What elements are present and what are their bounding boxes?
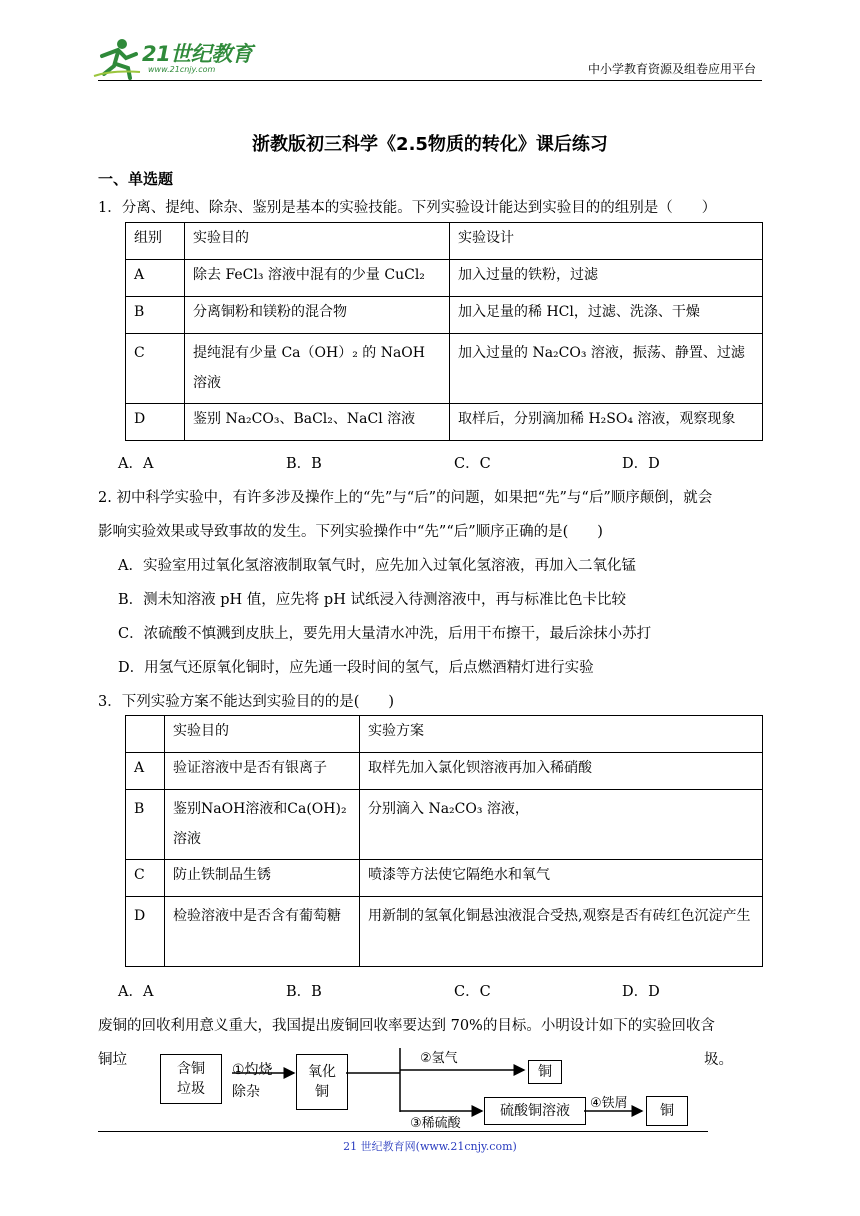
q2-option-c[interactable]: C．浓硫酸不慎溅到皮肤上，要先用大量清水冲洗，后用干布擦干，最后涂抹小苏打 [118, 626, 652, 642]
flow-step4-label: ④铁屑 [590, 1096, 628, 1111]
flow-box-mid [296, 1054, 348, 1110]
flow-box-end-bottom: 铜 [646, 1096, 688, 1126]
q1-table [125, 222, 763, 441]
flow-box-start-label: 含铜垃圾 [177, 1061, 205, 1097]
footer-divider [98, 1131, 708, 1132]
table-row [126, 223, 763, 260]
table-cell: 分别滴入 Na₂CO₃ 溶液， [360, 790, 763, 860]
table-row [126, 297, 763, 334]
header-platform-text: 中小学教育资源及组卷应用平台 [587, 62, 756, 76]
table-cell: C [126, 860, 165, 897]
table-cell: 鉴别NaOH溶液和Ca(OH)₂溶液 [165, 790, 360, 860]
table-row [126, 334, 763, 404]
q2-option-b[interactable]: B．测未知溶液 pH 值，应先将 pH 试纸浸入待测溶液中，再与标准比色卡比较 [118, 592, 626, 608]
table-row [126, 260, 763, 297]
table-cell: B [126, 297, 185, 334]
q1-option-d[interactable]: D．D [622, 456, 660, 472]
runner-logo-icon [92, 36, 144, 80]
table-cell: 检验溶液中是否含有葡萄糖 [165, 897, 360, 967]
flow-box-solution: 硫酸铜溶液 [484, 1097, 586, 1125]
table-cell: D [126, 404, 185, 441]
table-cell: 验证溶液中是否有银离子 [165, 753, 360, 790]
q2-option-a[interactable]: A．实验室用过氧化氢溶液制取氧气时，应先加入过氧化氢溶液，再加入二氧化锰 [118, 558, 636, 574]
header-divider [98, 80, 762, 81]
table-header-cell: 组别 [126, 223, 185, 260]
table-header-cell: 实验目的 [185, 223, 450, 260]
table-row [126, 860, 763, 897]
flow-step1-label: ①灼烧除杂 [232, 1062, 273, 1100]
table-cell: A [126, 260, 185, 297]
logo-url: www.21cnjy.com [148, 65, 216, 74]
table-cell: 加入过量的铁粉，过滤 [450, 260, 763, 297]
table-row [126, 897, 763, 967]
table-row [126, 790, 763, 860]
section-heading: 一、单选题 [98, 170, 174, 188]
table-row [126, 753, 763, 790]
q3-table [125, 715, 763, 967]
q2-option-d[interactable]: D．用氢气还原氧化铜时，应先通一段时间的氢气，后点燃酒精灯进行实验 [118, 660, 594, 676]
flow-box-mid-label: 氧化铜 [308, 1064, 336, 1100]
table-cell: D [126, 897, 165, 967]
flow-step2-label: ②氢气 [420, 1051, 458, 1066]
table-header-cell [126, 716, 165, 753]
table-cell: 用新制的氢氧化铜悬浊液混合受热,观察是否有砖红色沉淀产生 [360, 897, 763, 967]
table-cell: C [126, 334, 185, 404]
q3-stem: 3．下列实验方案不能达到实验目的的是( ) [98, 694, 395, 710]
flow-step3-label: ③稀硫酸 [410, 1116, 461, 1131]
page-title: 浙教版初三科学《2.5物质的转化》课后练习 [252, 134, 608, 155]
table-cell: A [126, 753, 165, 790]
table-cell: 提纯混有少量 Ca（OH）₂ 的 NaOH 溶液 [185, 334, 450, 404]
flow-box-end-top: 铜 [528, 1060, 562, 1084]
q3-option-d[interactable]: D．D [622, 984, 660, 1000]
q3-option-a[interactable]: A．A [118, 984, 154, 1000]
q3-option-c[interactable]: C．C [454, 984, 491, 1000]
table-cell: 取样后，分别滴加稀 H₂SO₄ 溶液，观察现象 [450, 404, 763, 441]
q4-stem-left: 铜垃 [98, 1052, 127, 1068]
q4-stem-right: 圾。 [704, 1052, 733, 1068]
table-header-cell: 实验方案 [360, 716, 763, 753]
table-cell: 取样先加入氯化钡溶液再加入稀硝酸 [360, 753, 763, 790]
q4-stem-line1: 废铜的回收利用意义重大，我国提出废铜回收率要达到 70%的目标。小明设计如下的实验回收含 [98, 1018, 715, 1034]
table-cell: 加入过量的 Na₂CO₃ 溶液，振荡、静置、过滤 [450, 334, 763, 404]
table-cell: 除去 FeCl₃ 溶液中混有的少量 CuCl₂ [185, 260, 450, 297]
flow-box-start [160, 1054, 222, 1104]
table-row [126, 716, 763, 753]
table-row [126, 404, 763, 441]
q1-option-a[interactable]: A．A [118, 456, 154, 472]
footer-link[interactable]: 21 世纪教育网(www.21cnjy.com) [343, 1140, 517, 1153]
table-header-cell: 实验设计 [450, 223, 763, 260]
table-cell: 加入足量的稀 HCl，过滤、洗涤、干燥 [450, 297, 763, 334]
table-cell: 鉴别 Na₂CO₃、BaCl₂、NaCl 溶液 [185, 404, 450, 441]
table-cell: 防止铁制品生锈 [165, 860, 360, 897]
q2-stem-line2: 影响实验效果或导致事故的发生。下列实验操作中“先”“后”顺序正确的是( ) [98, 524, 603, 540]
q3-option-b[interactable]: B．B [286, 984, 322, 1000]
table-cell: B [126, 790, 165, 860]
table-cell: 喷漆等方法使它隔绝水和氧气 [360, 860, 763, 897]
q2-stem-line1: 2. 初中科学实验中，有许多涉及操作上的“先”与“后”的问题，如果把“先”与“后”顺序颠倒，就会 [98, 490, 713, 506]
logo-text: 21世纪教育 [142, 42, 253, 66]
table-header-cell: 实验目的 [165, 716, 360, 753]
q1-option-c[interactable]: C．C [454, 456, 491, 472]
q1-stem: 1．分离、提纯、除杂、鉴别是基本的实验技能。下列实验设计能达到实验目的的组别是（ ） [98, 200, 717, 216]
q1-option-b[interactable]: B．B [286, 456, 322, 472]
table-cell: 分离铜粉和镁粉的混合物 [185, 297, 450, 334]
